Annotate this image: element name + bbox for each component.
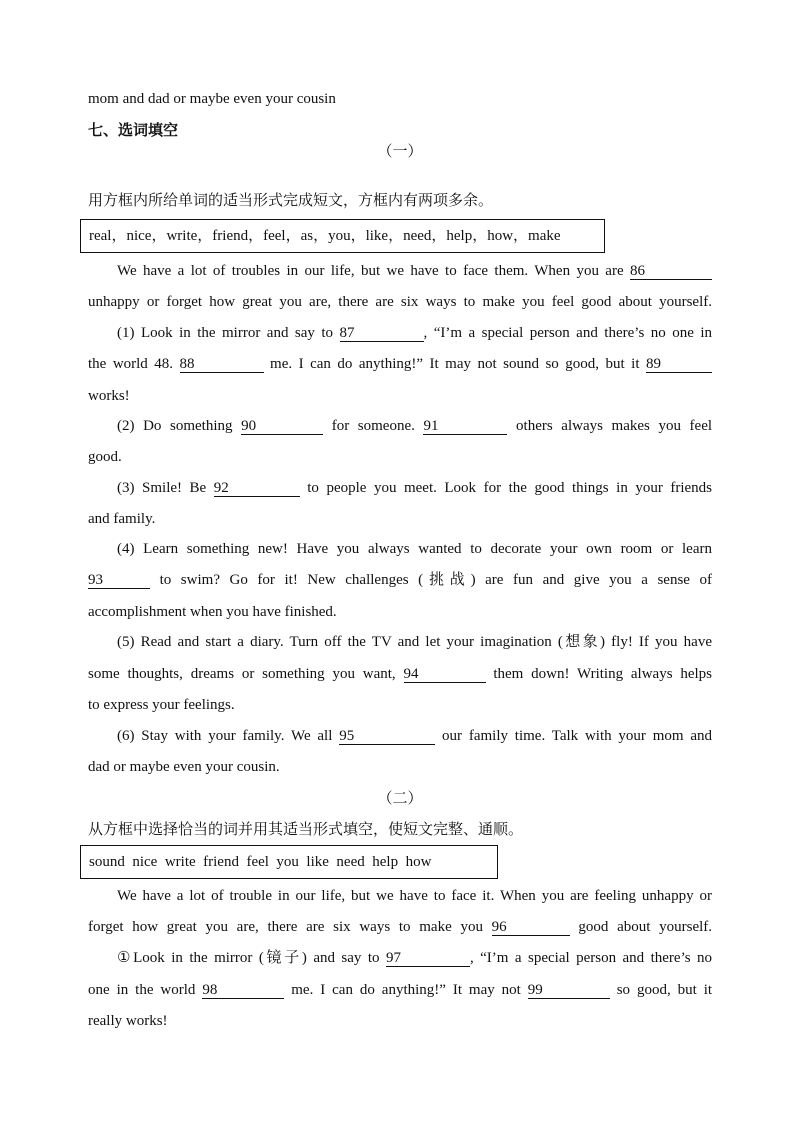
p1-line-8 [117, 478, 712, 498]
p1-line-9 [88, 509, 712, 529]
text: me. I can do anything!” It may not sound so good, but it [270, 356, 640, 372]
text: me. I can do anything!” It may not [291, 982, 521, 998]
text: to express your feelings. [88, 697, 235, 713]
blank-96[interactable]: 96 [492, 919, 570, 936]
part2-label-text: （二） [377, 791, 423, 807]
part2-label [0, 789, 800, 809]
text: and family. [88, 511, 156, 527]
text: so good, but it [616, 982, 713, 998]
p1-line-11 [88, 570, 712, 590]
intro-line [88, 89, 712, 109]
text: (4) Learn something new! Have you always wanted to decorate your own room or learn [117, 541, 712, 557]
text: (3) Smile! Be [117, 480, 207, 496]
text: dad or maybe even your cousin. [88, 759, 280, 775]
text: to swim? Go for it! New challenges (挑战) are fun and give you a sense of [159, 572, 713, 588]
blank-89[interactable]: 89 [646, 356, 712, 373]
text: others always makes you feel [516, 418, 713, 434]
part1-word-box [80, 219, 605, 253]
p1-line-2 [88, 292, 712, 312]
p1-line-10 [117, 539, 712, 559]
blank-94[interactable]: 94 [404, 666, 486, 683]
p1-line-5 [88, 386, 712, 406]
blank-97[interactable]: 97 [386, 950, 470, 967]
text: to people you meet. Look for the good things in your friends [307, 480, 713, 496]
text: (6) Stay with your family. We all [117, 728, 333, 744]
part2-word-box-text: sound nice write friend feel you like need help how [89, 854, 432, 870]
text: We have a lot of troubles in our life, but we have to face them. When you are [117, 263, 624, 279]
blank-87[interactable]: 87 [340, 325, 424, 342]
text: (1) Look in the mirror and say to [117, 325, 334, 341]
text: the world 48. [88, 356, 174, 372]
text: (2) Do something [117, 418, 233, 434]
text: good. [88, 449, 122, 465]
text: some thoughts, dreams or something you want, [88, 666, 396, 682]
p1-line-14 [88, 664, 712, 684]
text: good about yourself. [578, 919, 713, 935]
text: We have a lot of trouble in our life, but we have to face it. When you are feeling unhappy or [117, 888, 712, 904]
part1-label-text: （一） [377, 144, 423, 160]
part1-instruction [88, 191, 712, 211]
blank-91[interactable]: 91 [423, 418, 507, 435]
p1-line-3 [117, 323, 712, 343]
p1-line-1 [117, 261, 712, 281]
p1-line-17 [88, 757, 712, 777]
p1-line-6 [117, 416, 712, 436]
intro-line-text: mom and dad or maybe even your cousin [88, 91, 336, 107]
text: really works! [88, 1013, 168, 1029]
p1-line-16 [117, 726, 712, 746]
part2-instruction [88, 820, 712, 840]
text: one in the world [88, 982, 196, 998]
p1-line-4 [88, 354, 712, 374]
text: our family time. Talk with your mom and [442, 728, 713, 744]
text: (5) Read and start a diary. Turn off the TV and let your imagination (想象) fly! If you have [117, 634, 712, 650]
p1-line-12 [88, 602, 712, 622]
part1-label [0, 142, 800, 162]
text: for someone. [331, 418, 415, 434]
blank-95[interactable]: 95 [339, 728, 435, 745]
part1-word-box-text: real，nice，write，friend，feel，as，you，like，need，help，how，make [89, 228, 561, 244]
p1-line-15 [88, 695, 712, 715]
text: , “I’m a special person and there’s no one in [423, 325, 712, 341]
blank-92[interactable]: 92 [214, 480, 300, 497]
blank-88[interactable]: 88 [180, 356, 264, 373]
p1-line-13 [117, 632, 712, 652]
text: accomplishment when you have finished. [88, 604, 337, 620]
section-heading-text: 七、选词填空 [88, 123, 179, 139]
p2-line-2 [88, 917, 712, 937]
blank-99[interactable]: 99 [528, 982, 610, 999]
blank-93[interactable]: 93 [88, 572, 150, 589]
p2-line-3 [117, 948, 712, 968]
p1-line-7 [88, 447, 712, 467]
blank-90[interactable]: 90 [241, 418, 323, 435]
section-heading [88, 121, 712, 141]
blank-86[interactable]: 86 [630, 263, 712, 280]
p2-line-4 [88, 980, 712, 1000]
text: works! [88, 388, 130, 404]
text: ①Look in the mirror (镜子) and say to [117, 950, 380, 966]
text: , “I’m a special person and there’s no [469, 950, 713, 966]
part1-instruction-text: 用方框内所给单词的适当形式完成短文，方框内有两项多余。 [88, 193, 494, 209]
p2-line-1 [117, 886, 712, 906]
part2-instruction-text: 从方框中选择恰当的词并用其适当形式填空，使短文完整、通顺。 [88, 822, 524, 838]
text: forget how great you are, there are six ways to make you [88, 919, 483, 935]
part2-word-box [80, 845, 498, 879]
text: unhappy or forget how great you are, there are six ways to make you feel good about yourself. [88, 294, 712, 310]
text: them down! Writing always helps [493, 666, 713, 682]
p2-line-5 [88, 1011, 712, 1031]
blank-98[interactable]: 98 [202, 982, 284, 999]
